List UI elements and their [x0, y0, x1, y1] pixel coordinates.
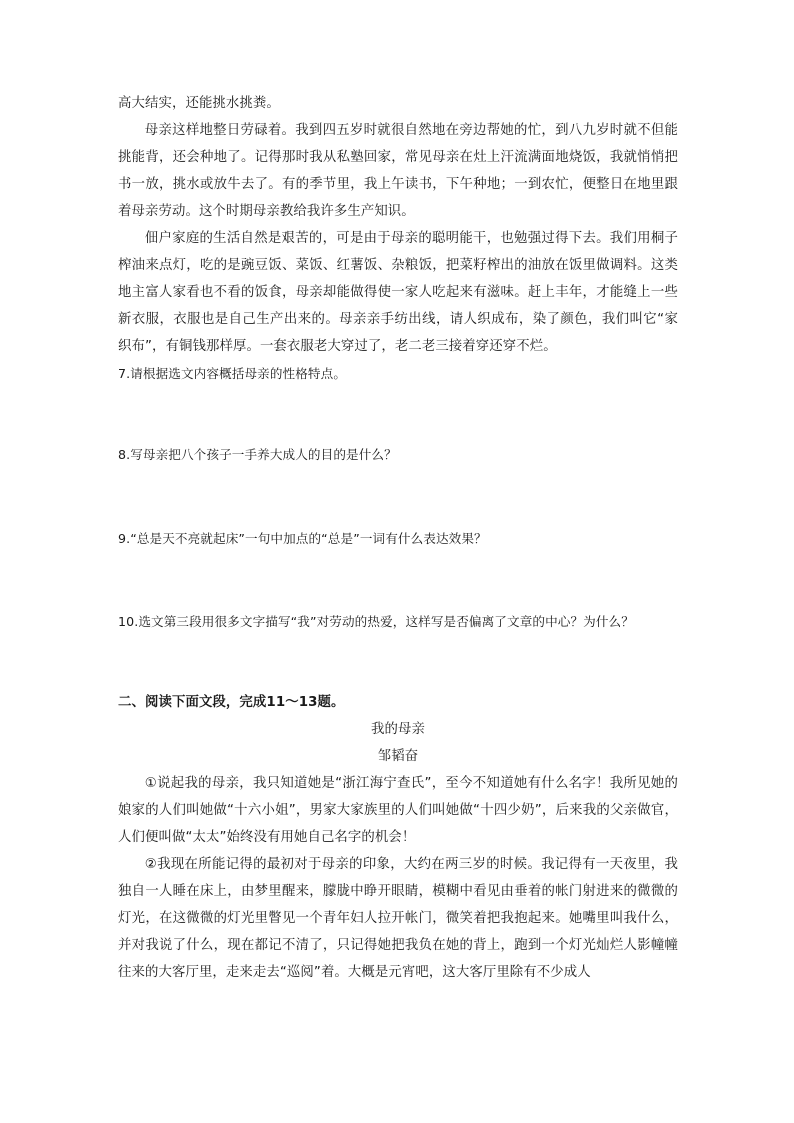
article-title: 我的母亲: [371, 722, 425, 737]
question-8: 8.写母亲把八个孩子一手养大成人的目的是什么？: [118, 447, 397, 462]
paragraph-2: ②我现在所能记得的最初对于母亲的印象，大约在两三岁的时候。我记得有一天夜里，我独自一人睡在床上，由梦里醒来，朦胧中睁开眼睛，模糊中看见由垂着的帐门射进来的微微的灯光，在这微微的灯光里瞥见一个青年妇人拉开帐门，微笑着把我抱起来。她嘴里叫我什么，并对我说了什么，现在都记不清了，只记得她把我负在她的背上，跑到一个灯光灿烂人影幢幢往来的大客厅里，走来走去“巡阅”着。大概是元宵吧，这大客厅里除有不少成人: [118, 857, 678, 980]
question-9: 9.“总是天不亮就起床”一句中加点的“总是”一词有什么表达效果？: [118, 531, 487, 546]
paragraph-1: ①说起我的母亲，我只知道她是“浙江海宁查氏”，至今不知道她有什么名字！我所见她的娘家的人们叫她做“十六小姐”，男家大家族里的人们叫她做“十四少奶”，后来我的父亲做官，人们便叫做“太太”始终没有用她自己名字的机会！: [118, 776, 678, 845]
paragraph-labor: 母亲这样地整日劳碌着。我到四五岁时就很自然地在旁边帮她的忙，到八九岁时就不但能挑能背，还会种地了。记得那时我从私塾回家，常见母亲在灶上汗流满面地烧饭，我就悄悄把书一放，挑水或放牛去了。有的季节里，我上午读书，下午种地；一到农忙，便整日在地里跟着母亲劳动。这个时期母亲教给我许多生产知识。: [118, 123, 678, 219]
paragraph-continuation: 高大结实，还能挑水挑粪。: [118, 96, 280, 111]
section-heading: 二、阅读下面文段，完成11～13题。: [118, 695, 345, 710]
article-author: 邹韬奋: [377, 749, 419, 764]
question-7: 7.请根据选文内容概括母亲的性格特点。: [118, 366, 347, 381]
question-10: 10.选文第三段用很多文字描写“我”对劳动的热爱，这样写是否偏离了文章的中心？为什么？: [118, 614, 634, 629]
paragraph-tenant-life: 佃户家庭的生活自然是艰苦的，可是由于母亲的聪明能干，也勉强过得下去。我们用桐子榨油来点灯，吃的是豌豆饭、菜饭、红薯饭、杂粮饭，把菜籽榨出的油放在饭里做调料。这类地主富人家看也不看的饭食，母亲却能做得使一家人吃起来有滋味。赶上丰年，才能缝上一些新衣服，衣服也是自己生产出来的。母亲亲手纺出线，请人织成布，染了颜色，我们叫它“家织布”，有铜钱那样厚。一套衣服老大穿过了，老二老三接着穿还穿不烂。: [118, 231, 678, 354]
document-page: [118, 90, 678, 986]
